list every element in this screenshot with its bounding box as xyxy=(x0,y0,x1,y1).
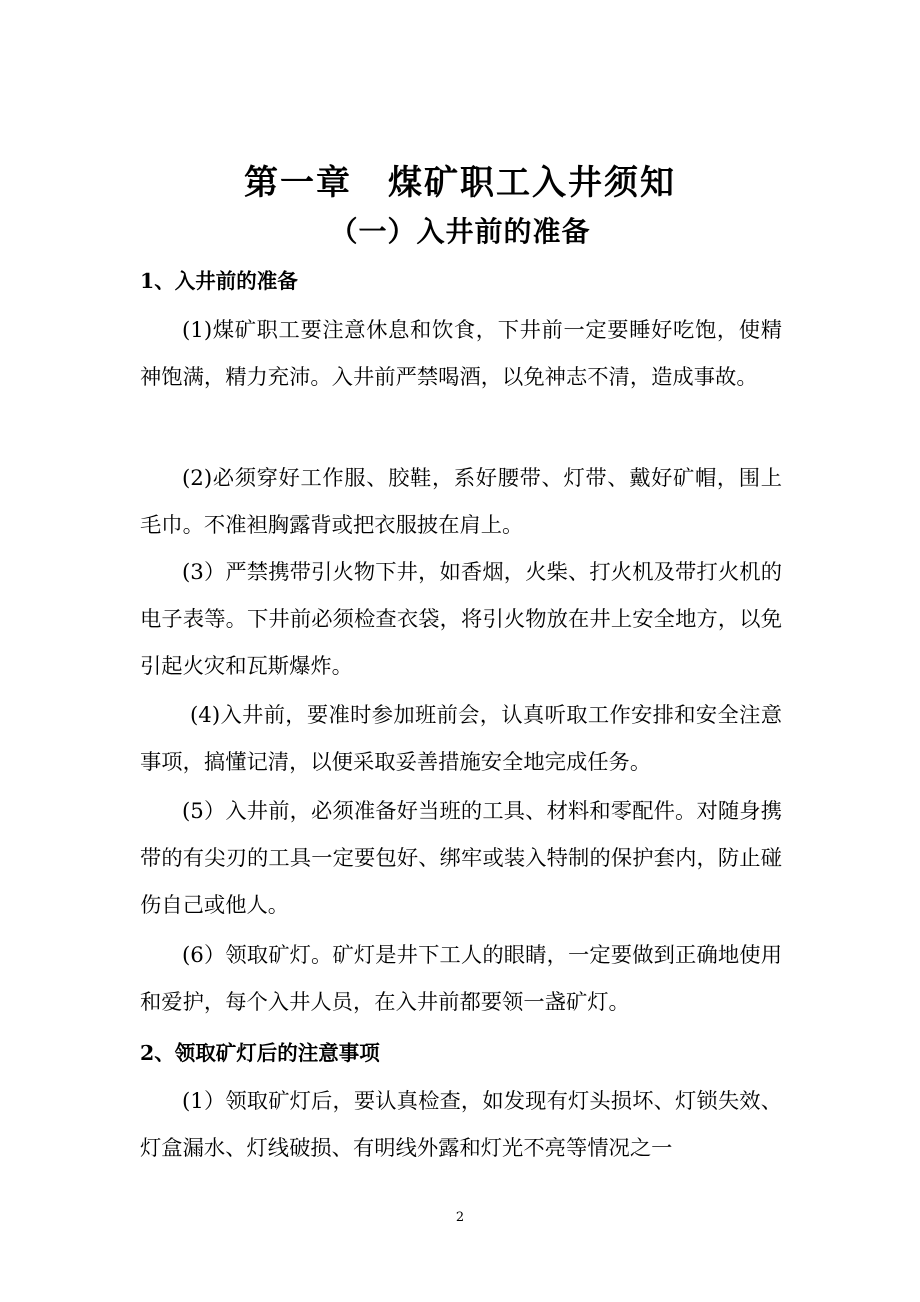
paragraph-7: (1）领取矿灯后，要认真检查，如发现有灯头损坏、灯锁失效、灯盒漏水、灯线破损、有明线外露和灯光不亮等情况之一 xyxy=(140,1089,782,1161)
paragraph-4: (4)入井前，要准时参加班前会，认真听取工作安排和安全注意事项，搞懂记清，以便采取妥善措施安全地完成任务。 xyxy=(140,703,782,775)
page-number: 2 xyxy=(455,1210,465,1225)
paragraph-6: (6）领取矿灯。矿灯是井下工人的眼睛，一定要做到正确地使用和爱护，每个入井人员，在入井前都要领一盏矿灯。 xyxy=(140,943,782,1015)
paragraph-3: (3）严禁携带引火物下井，如香烟，火柴、打火机及带打火机的电子表等。下井前必须检查衣袋，将引火物放在井上安全地方，以免引起火灾和瓦斯爆炸。 xyxy=(140,560,782,679)
heading-after-lamp: 2、领取矿灯后的注意事项 xyxy=(140,1041,380,1065)
paragraph-5: (5）入井前，必须准备好当班的工具、材料和零配件。对随身携带的有尖刃的工具一定要包好、绑牢或装入特制的保护套内，防止碰伤自己或他人。 xyxy=(140,799,782,918)
paragraph-1: (1)煤矿职工要注意休息和饮食，下井前一定要睡好吃饱，使精神饱满，精力充沛。入井前严禁喝酒，以免神志不清，造成事故。 xyxy=(140,318,782,390)
section-title: （一）入井前的准备 xyxy=(329,215,591,248)
chapter-title: 第一章 煤矿职工入井须知 xyxy=(244,163,676,203)
heading-preparation: 1、入井前的准备 xyxy=(140,269,298,293)
paragraph-2: (2)必须穿好工作服、胶鞋，系好腰带、灯带、戴好矿帽，围上毛巾。不准袒胸露背或把衣服披在肩上。 xyxy=(140,466,782,538)
